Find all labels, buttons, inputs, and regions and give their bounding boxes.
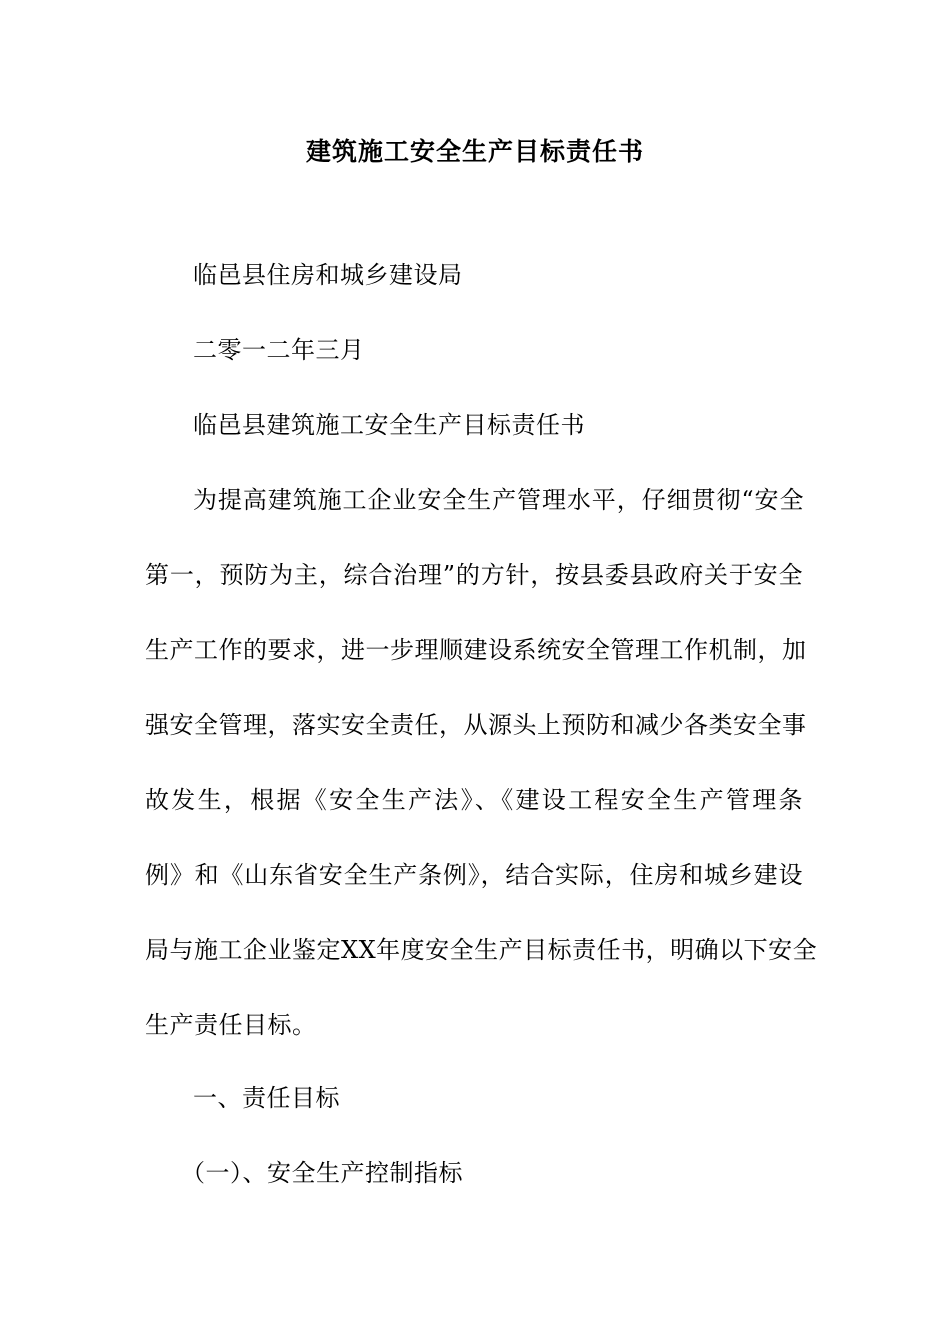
issuer-line: 临邑县住房和城乡建设局 <box>193 261 463 289</box>
date-line: 二零一二年三月 <box>193 336 365 364</box>
section-heading: 一、责任目标 <box>193 1084 340 1112</box>
body-line-8: 生产责任目标。 <box>145 1011 317 1039</box>
body-line-6: 例》和《山东省安全生产条例》，结合实际，住房和城乡建设 <box>145 861 803 889</box>
body-line-5: 故发生，根据《安全生产法》、《建设工程安全生产管理条 <box>145 786 803 814</box>
subtitle-line: 临邑县建筑施工安全生产目标责任书 <box>193 411 585 439</box>
body-line-7: 局与施工企业鉴定XX年度安全生产目标责任书，明确以下安全 <box>145 936 818 964</box>
body-line-4: 强安全管理，落实安全责任，从源头上预防和减少各类安全事 <box>145 711 807 739</box>
body-line-1: 为提高建筑施工企业安全生产管理水平，仔细贯彻“安全 <box>193 486 804 514</box>
body-line-2: 第一，预防为主，综合治理”的方针，按县委县政府关于安全 <box>145 561 803 589</box>
body-line-3: 生产工作的要求，进一步理顺建设系统安全管理工作机制，加 <box>145 636 807 664</box>
document-title: 建筑施工安全生产目标责任书 <box>305 137 644 166</box>
subsection-heading: （一）、安全生产控制指标 <box>181 1159 463 1187</box>
